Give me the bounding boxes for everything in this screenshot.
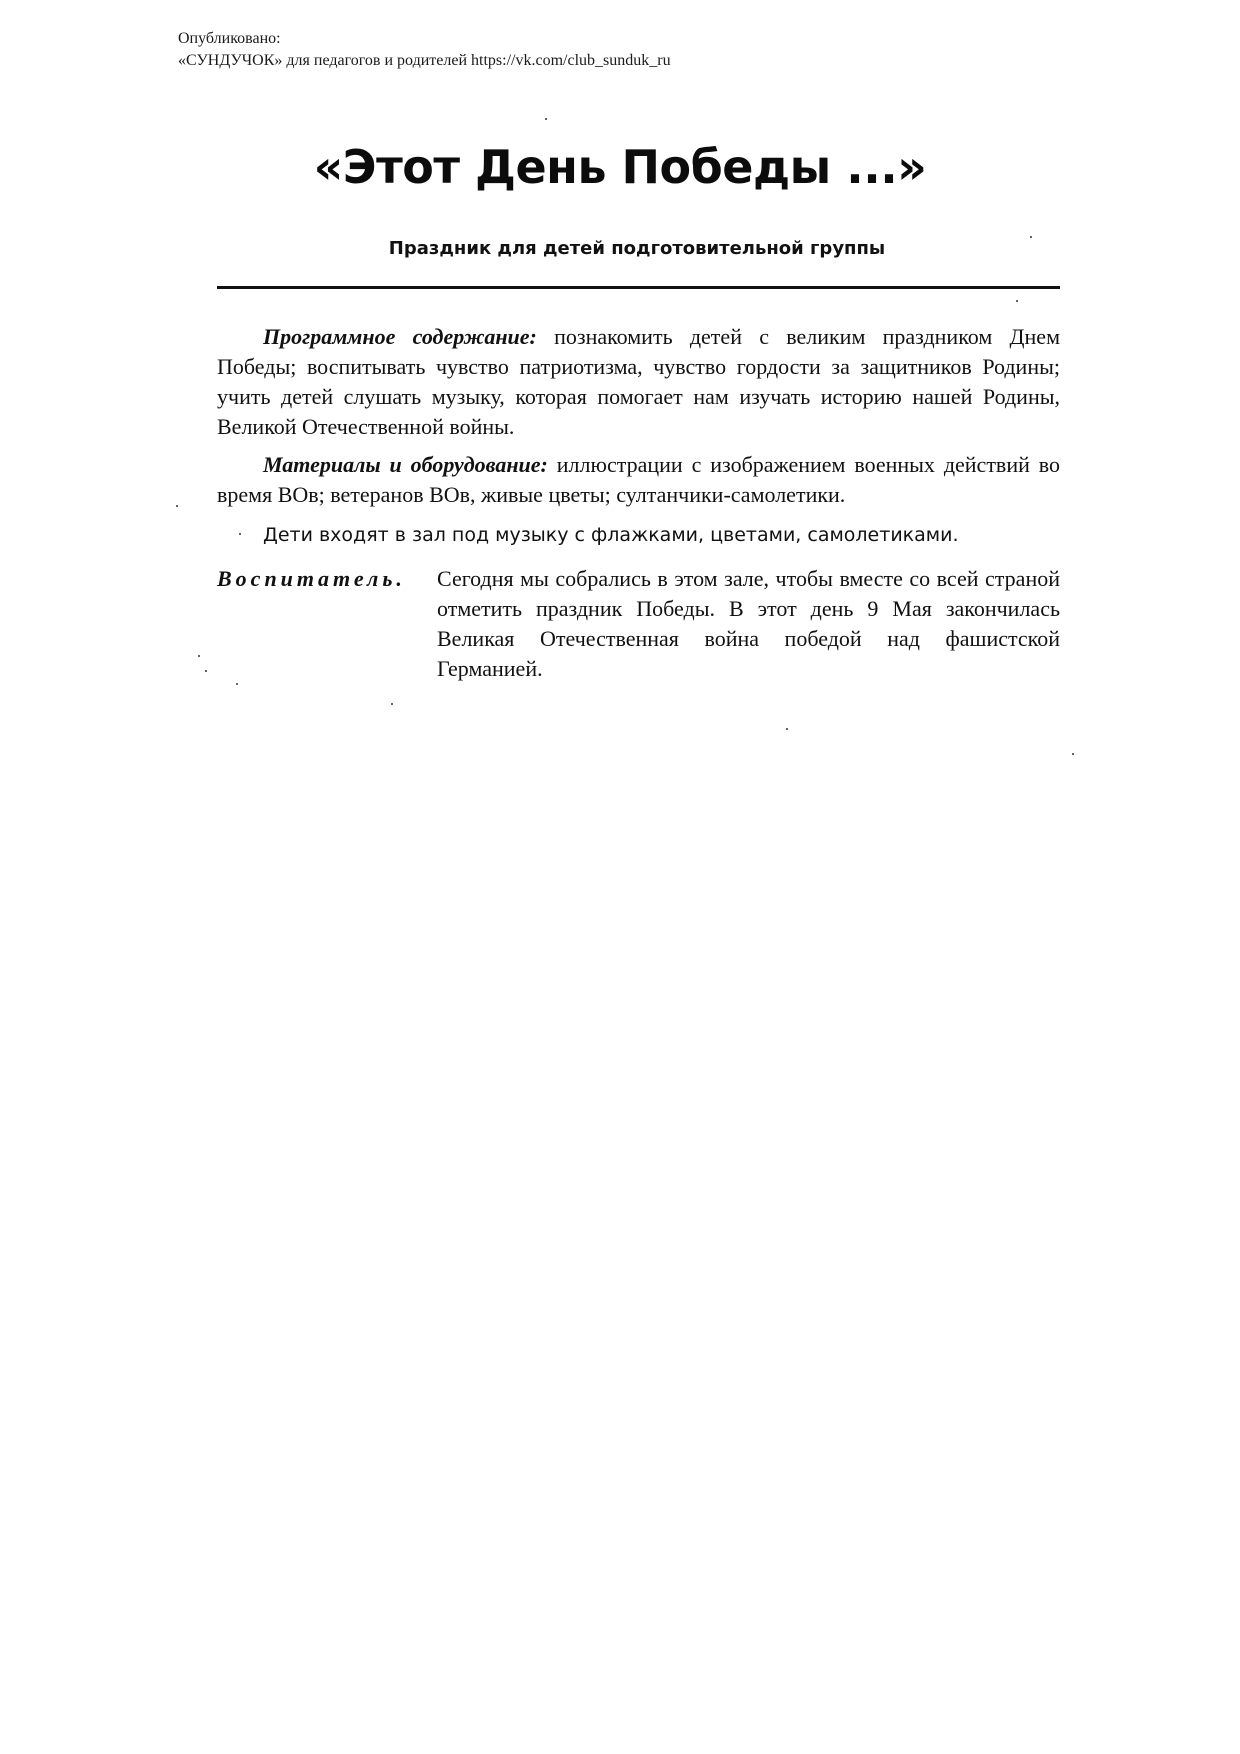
scan-speck	[198, 655, 200, 657]
scan-speck	[205, 670, 207, 672]
page-subtitle: Праздник для детей подготовительной группы	[388, 238, 886, 259]
speech-text: Сегодня мы собрались в этом зале, чтобы вместе со всей страной отметить праздник Победы. В этот день 9 Мая закончилась Великая Отечественная война победой над фашистской Германией.	[437, 566, 1060, 681]
scan-speck	[236, 683, 238, 685]
scan-speck	[545, 118, 547, 120]
publication-note	[178, 28, 671, 72]
scan-speck	[1030, 236, 1032, 238]
scan-speck	[391, 703, 393, 705]
scan-speck	[1016, 300, 1018, 302]
scan-speck	[176, 505, 178, 507]
program-text: познакомить детей с великим праздником Днем Победы; воспитывать чувство патриотизма, чувство гордости за защитников Родины; учить детей слушать музыку, которая помогает нам изучать историю нашей Родины, Великой Отечественной войны.	[217, 324, 1060, 439]
program-paragraph	[217, 322, 1060, 442]
materials-text: иллюстрации с изображением военных действий во время ВОв; ветеранов ВОв, живые цветы; султанчики-самолетики.	[217, 452, 1061, 507]
program-label: Программное содержание:	[263, 324, 537, 349]
materials-paragraph	[217, 450, 1060, 510]
published-label: Опубликовано:	[178, 30, 281, 47]
speech-block	[217, 564, 1060, 684]
document-body	[217, 322, 1060, 518]
publication-source: «СУНДУЧОК» для педагогов и родителей https://vk.com/club_sunduk_ru	[178, 52, 671, 69]
page-title: «Этот День Победы ...»	[313, 140, 927, 194]
speaker-name: Воспитатель.	[217, 566, 406, 591]
scan-speck	[239, 533, 241, 535]
stage-direction: Дети входят в зал под музыку с флажками, цветами, самолетиками.	[263, 524, 959, 546]
materials-label: Материалы и оборудование:	[263, 452, 548, 477]
scan-speck	[786, 728, 788, 730]
scan-speck	[1072, 753, 1074, 755]
title-divider	[217, 286, 1060, 289]
